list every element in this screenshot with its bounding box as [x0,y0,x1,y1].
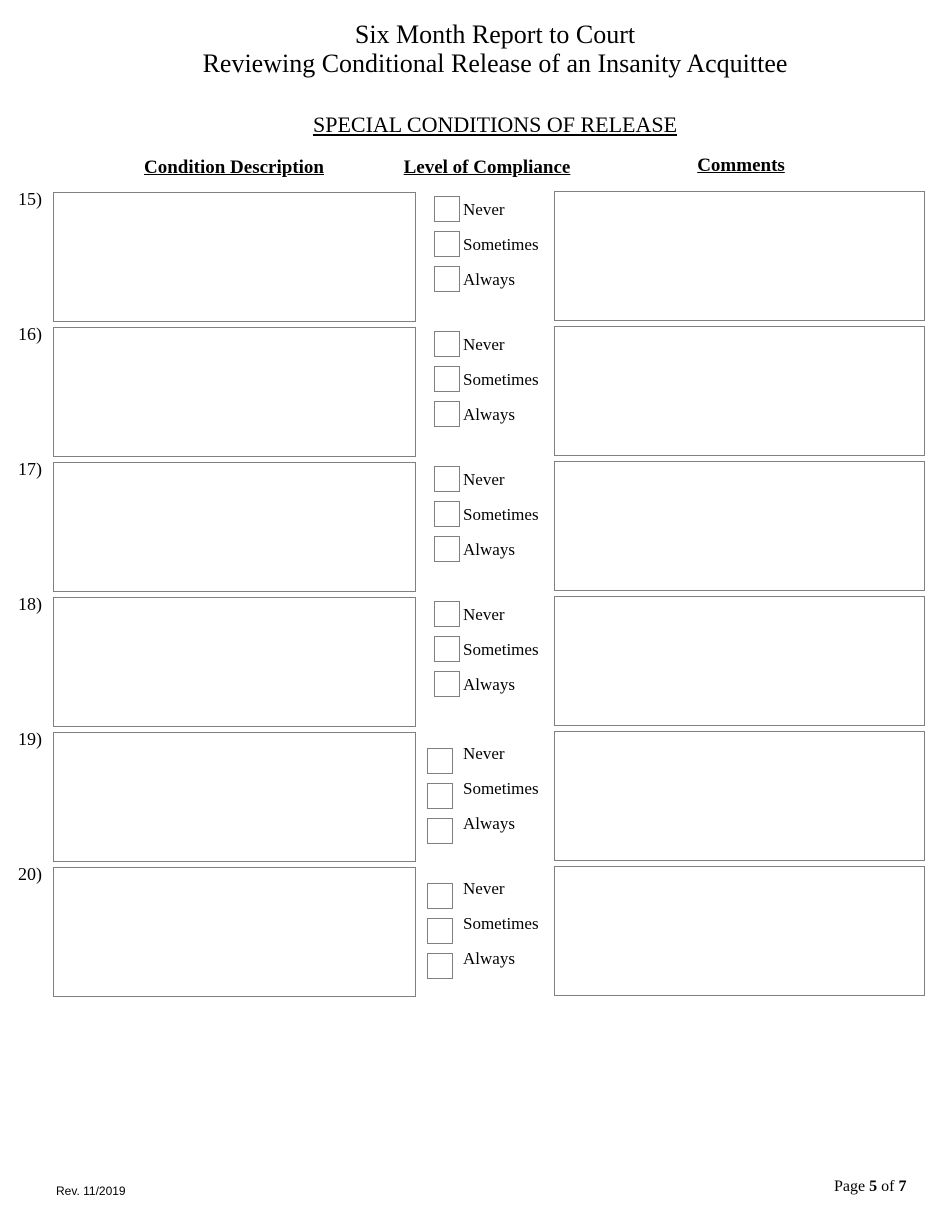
compliance-label-never: Never [463,335,505,354]
compliance-checkbox-never[interactable] [427,748,453,774]
compliance-checkbox-sometimes[interactable] [427,783,453,809]
compliance-label-sometimes: Sometimes [463,370,539,389]
compliance-checkbox-never[interactable] [434,466,460,492]
condition-description-field[interactable] [53,867,416,997]
compliance-label-sometimes: Sometimes [463,505,539,524]
compliance-checkbox-always[interactable] [427,818,453,844]
row-number: 17) [18,459,42,479]
compliance-label-sometimes: Sometimes [463,640,539,659]
row-number: 20) [18,864,42,884]
comments-field[interactable] [554,191,925,321]
compliance-checkbox-sometimes[interactable] [434,501,460,527]
page-of: of [881,1178,895,1195]
compliance-checkbox-never[interactable] [434,196,460,222]
compliance-label-always: Always [463,405,515,424]
compliance-checkbox-never[interactable] [427,883,453,909]
comments-field[interactable] [554,326,925,456]
compliance-label-never: Never [463,470,505,489]
page-indicator [834,1178,906,1196]
condition-description-field[interactable] [53,192,416,322]
page-prefix: Page [834,1178,866,1195]
condition-description-field[interactable] [53,327,416,457]
section-title: SPECIAL CONDITIONS OF RELEASE [312,112,678,137]
comments-field[interactable] [554,596,925,726]
compliance-label-never: Never [463,605,505,624]
row-number: 18) [18,594,42,614]
compliance-checkbox-sometimes[interactable] [434,636,460,662]
compliance-checkbox-always[interactable] [434,266,460,292]
compliance-checkbox-never[interactable] [434,331,460,357]
document-title-line2: Reviewing Conditional Release of an Insanity Acquittee [202,49,788,78]
condition-description-field[interactable] [53,732,416,862]
page-total: 7 [898,1178,907,1195]
compliance-checkbox-always[interactable] [434,671,460,697]
comments-field[interactable] [554,461,925,591]
document-title-line1: Six Month Report to Court [354,20,636,49]
revision-date: Rev. 11/2019 [56,1184,126,1198]
compliance-checkbox-sometimes[interactable] [434,231,460,257]
compliance-label-never: Never [463,879,505,898]
compliance-label-always: Always [463,270,515,289]
row-number: 15) [18,189,42,209]
compliance-label-sometimes: Sometimes [463,914,539,933]
condition-description-field[interactable] [53,597,416,727]
row-number: 16) [18,324,42,344]
compliance-label-always: Always [463,949,515,968]
column-header-comments: Comments [697,155,785,176]
page-current: 5 [869,1178,878,1195]
column-header-compliance: Level of Compliance [403,157,571,178]
compliance-checkbox-never[interactable] [434,601,460,627]
compliance-checkbox-sometimes[interactable] [434,366,460,392]
comments-field[interactable] [554,731,925,861]
compliance-checkbox-always[interactable] [434,401,460,427]
compliance-checkbox-always[interactable] [434,536,460,562]
compliance-label-always: Always [463,814,515,833]
compliance-label-always: Always [463,540,515,559]
condition-description-field[interactable] [53,462,416,592]
compliance-label-never: Never [463,744,505,763]
compliance-checkbox-sometimes[interactable] [427,918,453,944]
compliance-label-sometimes: Sometimes [463,779,539,798]
comments-field[interactable] [554,866,925,996]
row-number: 19) [18,729,42,749]
column-header-description: Condition Description [144,157,324,178]
compliance-label-sometimes: Sometimes [463,235,539,254]
compliance-label-never: Never [463,200,505,219]
compliance-checkbox-always[interactable] [427,953,453,979]
compliance-label-always: Always [463,675,515,694]
